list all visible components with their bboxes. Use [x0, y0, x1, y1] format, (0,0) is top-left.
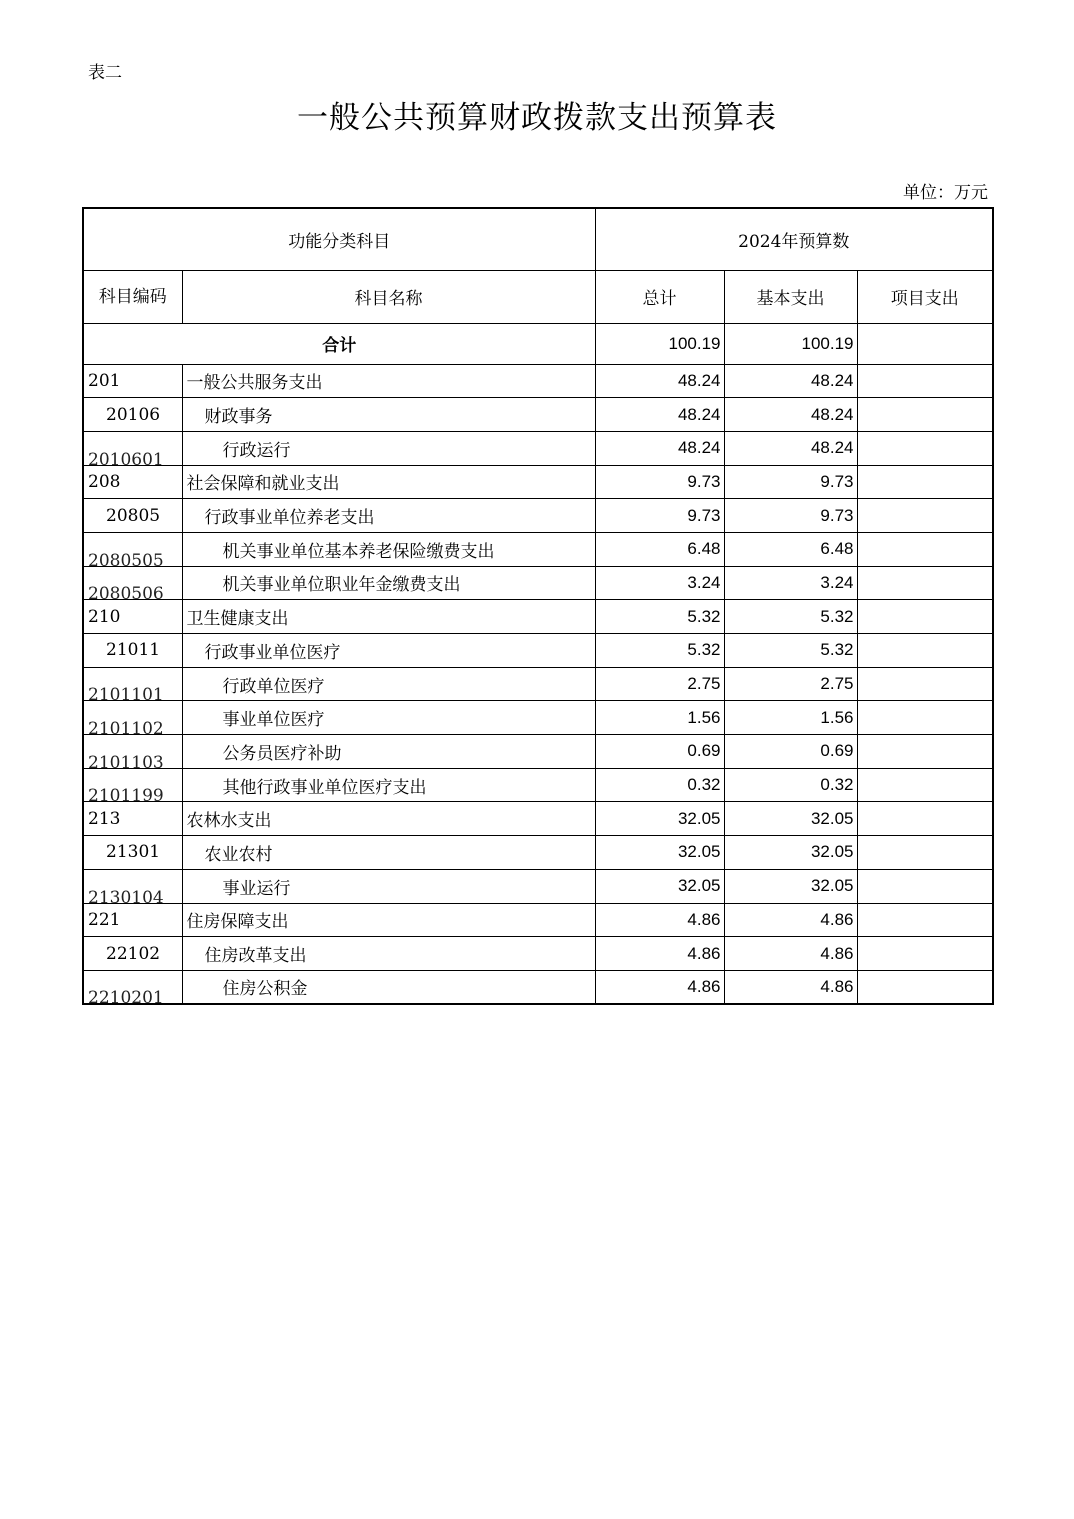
row-name: 机关事业单位职业年金缴费支出: [182, 566, 595, 600]
row-basic: 4.86: [724, 970, 857, 1004]
row-total: 3.24: [595, 566, 724, 600]
row-project: [857, 499, 993, 533]
table-row: [83, 364, 993, 398]
budget-year-header: 2024年预算数: [595, 208, 993, 270]
row-project: [857, 937, 993, 971]
row-name: 一般公共服务支出: [182, 364, 595, 398]
row-name: 社会保障和就业支出: [182, 465, 595, 499]
unit-label: 单位：万元: [903, 183, 988, 203]
row-basic: 32.05: [724, 802, 857, 836]
row-total: 48.24: [595, 364, 724, 398]
row-code: 2101102: [83, 701, 182, 735]
row-project: [857, 768, 993, 802]
row-code: 201: [83, 364, 182, 398]
summary-total: 100.19: [595, 323, 724, 364]
row-basic: 1.56: [724, 701, 857, 735]
row-code: 20805: [83, 499, 182, 533]
row-name: 住房保障支出: [182, 903, 595, 937]
row-project: [857, 364, 993, 398]
row-name: 公务员医疗补助: [182, 735, 595, 769]
table-row: [83, 735, 993, 769]
row-project: [857, 735, 993, 769]
row-basic: 9.73: [724, 465, 857, 499]
row-code: 2010601: [83, 431, 182, 465]
row-code: 208: [83, 465, 182, 499]
row-total: 1.56: [595, 701, 724, 735]
row-project: [857, 667, 993, 701]
row-code: 221: [83, 903, 182, 937]
row-total: 48.24: [595, 398, 724, 432]
row-basic: 2.75: [724, 667, 857, 701]
table-row: [83, 903, 993, 937]
row-name: 行政事业单位医疗: [182, 634, 595, 668]
row-project: [857, 566, 993, 600]
name-column-header: 科目名称: [182, 270, 595, 323]
row-basic: 0.32: [724, 768, 857, 802]
row-project: [857, 701, 993, 735]
row-basic: 4.86: [724, 903, 857, 937]
row-name: 住房改革支出: [182, 937, 595, 971]
row-project: [857, 802, 993, 836]
table-row: [83, 600, 993, 634]
row-basic: 48.24: [724, 364, 857, 398]
header-row-top: [83, 208, 993, 270]
table-number: 表二: [88, 63, 122, 83]
row-code: 213: [83, 802, 182, 836]
code-column-header: 科目编码: [83, 270, 182, 323]
row-code: 21301: [83, 836, 182, 870]
row-basic: 48.24: [724, 431, 857, 465]
row-code: 2101103: [83, 735, 182, 769]
table-row: [83, 836, 993, 870]
table-row: [83, 634, 993, 668]
row-basic: 9.73: [724, 499, 857, 533]
total-column-header: 总计: [595, 270, 724, 323]
row-total: 32.05: [595, 802, 724, 836]
row-name: 事业运行: [182, 869, 595, 903]
row-project: [857, 431, 993, 465]
row-basic: 3.24: [724, 566, 857, 600]
row-code: 2101101: [83, 667, 182, 701]
row-total: 0.32: [595, 768, 724, 802]
page-title: 一般公共预算财政拨款支出预算表: [297, 100, 777, 136]
summary-label: 合计: [83, 323, 595, 364]
row-name: 行政运行: [182, 431, 595, 465]
row-code: 2130104: [83, 869, 182, 903]
row-total: 6.48: [595, 532, 724, 566]
row-name: 农业农村: [182, 836, 595, 870]
row-basic: 5.32: [724, 600, 857, 634]
row-basic: 6.48: [724, 532, 857, 566]
table-row: [83, 499, 993, 533]
row-project: [857, 465, 993, 499]
table-row: [83, 869, 993, 903]
row-code: 2080505: [83, 532, 182, 566]
table-row: [83, 431, 993, 465]
row-project: [857, 903, 993, 937]
table-row: [83, 970, 993, 1004]
functional-category-header: 功能分类科目: [83, 208, 595, 270]
summary-project: [857, 323, 993, 364]
row-name: 行政单位医疗: [182, 667, 595, 701]
table-row: [83, 768, 993, 802]
row-project: [857, 634, 993, 668]
row-name: 财政事务: [182, 398, 595, 432]
row-project: [857, 869, 993, 903]
row-code: 210: [83, 600, 182, 634]
row-basic: 32.05: [724, 869, 857, 903]
row-total: 2.75: [595, 667, 724, 701]
row-basic: 4.86: [724, 937, 857, 971]
row-name: 机关事业单位基本养老保险缴费支出: [182, 532, 595, 566]
table-row: [83, 802, 993, 836]
row-total: 4.86: [595, 970, 724, 1004]
table-row: [83, 566, 993, 600]
table-row: [83, 937, 993, 971]
row-basic: 48.24: [724, 398, 857, 432]
row-total: 32.05: [595, 836, 724, 870]
row-total: 5.32: [595, 600, 724, 634]
row-project: [857, 600, 993, 634]
project-column-header: 项目支出: [857, 270, 993, 323]
table-row: [83, 465, 993, 499]
row-code: 2080506: [83, 566, 182, 600]
row-total: 5.32: [595, 634, 724, 668]
row-name: 事业单位医疗: [182, 701, 595, 735]
summary-basic: 100.19: [724, 323, 857, 364]
table-row: [83, 667, 993, 701]
table-row: [83, 701, 993, 735]
row-total: 48.24: [595, 431, 724, 465]
row-name: 其他行政事业单位医疗支出: [182, 768, 595, 802]
basic-column-header: 基本支出: [724, 270, 857, 323]
row-name: 住房公积金: [182, 970, 595, 1004]
row-code: 2210201: [83, 970, 182, 1004]
row-project: [857, 836, 993, 870]
row-total: 9.73: [595, 499, 724, 533]
row-project: [857, 532, 993, 566]
row-total: 0.69: [595, 735, 724, 769]
row-project: [857, 398, 993, 432]
row-basic: 32.05: [724, 836, 857, 870]
row-total: 9.73: [595, 465, 724, 499]
row-code: 20106: [83, 398, 182, 432]
row-total: 4.86: [595, 903, 724, 937]
row-total: 4.86: [595, 937, 724, 971]
row-project: [857, 970, 993, 1004]
row-total: 32.05: [595, 869, 724, 903]
row-basic: 0.69: [724, 735, 857, 769]
summary-row: [83, 323, 993, 364]
row-name: 农林水支出: [182, 802, 595, 836]
row-basic: 5.32: [724, 634, 857, 668]
header-row-columns: [83, 270, 993, 323]
row-code: 2101199: [83, 768, 182, 802]
row-code: 22102: [83, 937, 182, 971]
table-row: [83, 532, 993, 566]
row-name: 行政事业单位养老支出: [182, 499, 595, 533]
row-code: 21011: [83, 634, 182, 668]
table-row: [83, 398, 993, 432]
row-name: 卫生健康支出: [182, 600, 595, 634]
budget-table: [82, 207, 994, 1005]
